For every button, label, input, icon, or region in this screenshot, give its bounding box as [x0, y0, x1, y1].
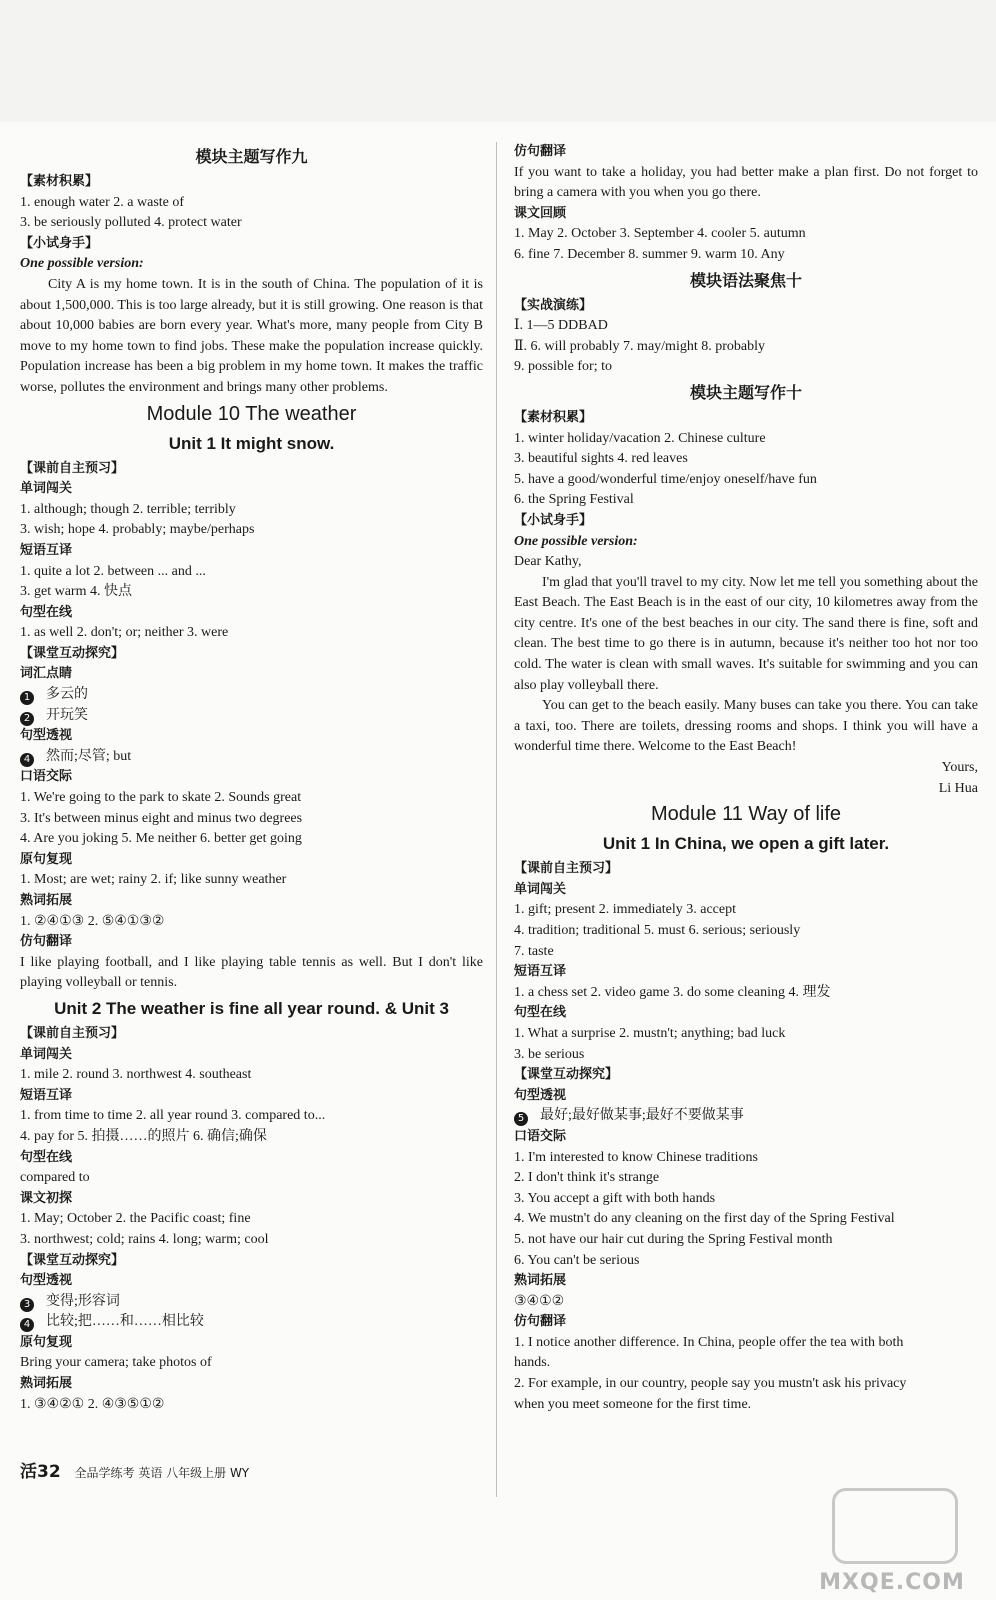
answer-line: 3. wish; hope 4. probably; maybe/perhaps: [20, 522, 255, 538]
essay-paragraph: You can get to the beach easily. Many buses can take you there. You can take a taxi, too. There are toilets, dressing rooms and shops. I think you will have a wonderful time there. Welcome to the East Beach!: [514, 698, 978, 755]
answer-line: 3. get warm 4. 快点: [20, 584, 132, 600]
section-title: 模块主题写作九: [195, 147, 308, 166]
answer-line: 4. tradition; traditional 5. must 6. serious; seriously: [514, 923, 801, 938]
circled-number-icon: 5: [514, 1112, 528, 1126]
section-title: 模块主题写作十: [689, 382, 802, 402]
numbered-item: [20, 706, 483, 727]
answer-line: Ⅱ. 6. will probably 7. may/might 8. probably: [514, 338, 765, 354]
version-label: One possible version:: [20, 256, 144, 272]
numbered-item-text: 开玩笑: [46, 707, 88, 723]
answer-line: 3. northwest; cold; rains 4. long; warm; cool: [20, 1231, 269, 1247]
circled-number-icon: 3: [20, 1298, 34, 1312]
answer-line: 1. What a surprise 2. mustn't; anything; bad luck: [514, 1025, 786, 1041]
answer-line: 3. You accept a gift with both hands: [514, 1190, 716, 1206]
answer-line: 1. winter holiday/vacation 2. Chinese culture: [514, 430, 766, 446]
answer-line: 4. We mustn't do any cleaning on the first day of the Spring Festival: [514, 1211, 895, 1227]
answer-line: 1. ③④②① 2. ④③⑤①②: [20, 1396, 165, 1412]
answer-line: 2. I don't think it's strange: [514, 1170, 660, 1186]
watermark-logo-icon: [832, 1488, 958, 1564]
subsection-label: 【课堂互动探究】: [20, 1252, 125, 1268]
answer-line: 1. as well 2. don't; or; neither 3. were: [20, 625, 229, 641]
subsection-label: 课文回顾: [514, 205, 567, 221]
subsection-label: 【课堂互动探究】: [514, 1067, 619, 1083]
right-column: [514, 142, 978, 1415]
answer-line: compared to: [20, 1170, 90, 1186]
top-scan-band: [0, 0, 996, 122]
subsection-label: 仿句翻译: [514, 144, 567, 159]
answer-line: 5. have a good/wonderful time/enjoy oneself/have fun: [514, 471, 817, 487]
answer-line: 6. fine 7. December 8. summer 9. warm 10. Any: [514, 246, 785, 262]
subsection-label: 原句复现: [20, 1334, 73, 1350]
answer-line: 3. be serious: [514, 1046, 585, 1062]
answer-line: 1. I notice another difference. In China, people offer the tea with both: [514, 1334, 904, 1350]
answer-line: Bring your camera; take photos of: [20, 1355, 212, 1371]
answer-line: 3. be seriously polluted 4. protect water: [20, 215, 242, 231]
module-heading: Module 11 Way of life: [650, 803, 842, 826]
essay-paragraph: City A is my home town. It is in the south of China. The population of it is about 1,500,000. This is too large already, but it is still growing. One reason is that about 10,000 babies are born every year. What's more, many people from City B move to my home town to find jobs. These make the population increase quickly. Population increase has been a big problem in my home town. It makes the traffic worse, pollutes the environment and brings many other problems.: [20, 276, 483, 395]
answer-line: 3. It's between minus eight and minus two degrees: [20, 810, 303, 826]
answer-line: 1. We're going to the park to skate 2. Sounds great: [20, 790, 302, 806]
version-label: One possible version:: [514, 533, 638, 549]
subsection-label: 单词闯关: [20, 481, 73, 497]
subsection-label: 短语互译: [20, 542, 73, 558]
answer-line: 1. enough water 2. a waste of: [20, 194, 185, 210]
book-title: 全品学练考 英语 八年级上册 WY: [74, 1466, 250, 1480]
section-title: 模块语法聚焦十: [689, 270, 802, 290]
answer-line: 1. ②④①③ 2. ⑤④①③②: [20, 913, 165, 929]
unit-heading: Unit 1 In China, we open a gift later.: [602, 834, 890, 854]
answer-line: hands.: [514, 1355, 551, 1371]
numbered-item-text: 多云的: [46, 687, 88, 703]
letter-signoff: Yours,: [941, 760, 978, 776]
answer-line: 1. quite a lot 2. between ... and ...: [20, 563, 206, 579]
subsection-label: 仿句翻译: [20, 934, 73, 950]
answer-line: Ⅰ. 1—5 DDBAD: [514, 318, 608, 334]
numbered-item: [514, 1106, 978, 1127]
subsection-label: 【小试身手】: [514, 512, 593, 528]
subsection-label: 仿句翻译: [514, 1314, 567, 1330]
numbered-item: [20, 747, 483, 768]
unit-heading: Unit 1 It might snow.: [168, 433, 335, 453]
answer-line: 6. You can't be serious: [514, 1252, 640, 1268]
numbered-item: [20, 685, 483, 706]
left-column: [20, 142, 483, 1415]
answer-line: 1. mile 2. round 3. northwest 4. southeast: [20, 1067, 252, 1083]
numbered-item: [20, 1292, 483, 1313]
circled-number-icon: 1: [20, 691, 34, 705]
answer-line: Dear Kathy,: [514, 554, 582, 570]
subsection-label: 【素材积累】: [20, 174, 99, 189]
subsection-label: 【课前自主预习】: [20, 460, 125, 476]
subsection-label: 句型在线: [20, 1149, 73, 1165]
unit-heading: Unit 2 The weather is fine all year round. & Unit 3: [54, 998, 449, 1018]
answer-line: 4. Are you joking 5. Me neither 6. better get going: [20, 831, 302, 847]
subsection-label: 短语互译: [514, 964, 567, 980]
answer-line: 1. I'm interested to know Chinese traditions: [514, 1149, 758, 1165]
answer-line: 1. from time to time 2. all year round 3. compared to...: [20, 1108, 326, 1124]
subsection-label: 【课前自主预习】: [514, 861, 619, 877]
essay-paragraph: I'm glad that you'll travel to my city. Now let me tell you something about the East Beach. The East Beach is in the east of our city, 10 kilometres away from the city centre. It's one of the best beaches in our city. The sand there is fine, soft and clean. The best time to go there is in autumn, because it's neither too hot nor too cold. The water is clean with small waves. It's suitable for swimming and you can also play volleyball there.: [514, 574, 978, 693]
answer-line: 5. not have our hair cut during the Spring Festival month: [514, 1231, 833, 1247]
watermark: [812, 1484, 972, 1594]
subsection-label: 熟词拓展: [20, 893, 73, 908]
subsection-label: 短语互译: [20, 1087, 73, 1103]
watermark-text: MXQE.COM: [819, 1570, 965, 1596]
answer-line: when you meet someone for the first time.: [514, 1396, 752, 1412]
translation-paragraph: If you want to take a holiday, you had better make a plan first. Do not forget to bring a camera with you when you go there.: [514, 164, 978, 201]
answer-line: 2. For example, in our country, people say you mustn't ask his privacy: [514, 1376, 907, 1392]
translation-paragraph: I like playing football, and I like playing table tennis as well. But I don't like playing volleyball or tennis.: [20, 954, 483, 991]
subsection-label: 句型在线: [514, 1005, 567, 1021]
answer-line: 1. a chess set 2. video game 3. do some cleaning 4. 理发: [514, 984, 831, 1000]
subsection-label: 词汇点睛: [20, 666, 73, 682]
answer-line: 1. May; October 2. the Pacific coast; fine: [20, 1211, 251, 1227]
subsection-label: 熟词拓展: [514, 1273, 567, 1289]
page-number: 活32: [20, 1462, 61, 1482]
subsection-label: 句型在线: [20, 604, 73, 620]
numbered-item-text: 变得;形容词: [46, 1293, 120, 1309]
numbered-item-text: 最好;最好做某事;最好不要做某事: [540, 1108, 744, 1124]
subsection-label: 熟词拓展: [20, 1376, 73, 1392]
answer-line: 3. beautiful sights 4. red leaves: [514, 451, 688, 467]
answer-line: 1. gift; present 2. immediately 3. accept: [514, 902, 736, 918]
subsection-label: 句型透视: [20, 728, 73, 744]
numbered-item-text: 然而;尽管; but: [46, 748, 132, 764]
subsection-label: 口语交际: [20, 769, 73, 785]
circled-number-icon: 2: [20, 712, 34, 726]
subsection-label: 【课前自主预习】: [20, 1025, 125, 1041]
column-divider: [496, 142, 497, 1497]
subsection-label: 单词闯关: [514, 881, 567, 897]
answer-line: 6. the Spring Festival: [514, 492, 634, 508]
answer-line: ③④①②: [514, 1293, 565, 1309]
answer-line: 9. possible for; to: [514, 359, 612, 375]
subsection-label: 【小试身手】: [20, 235, 99, 251]
numbered-item-text: 比较;把……和……相比较: [46, 1314, 204, 1330]
page-footer: [20, 1462, 249, 1484]
subsection-label: 句型透视: [20, 1273, 73, 1289]
subsection-label: 原句复现: [20, 851, 73, 867]
subsection-label: 课文初探: [20, 1190, 73, 1206]
circled-number-icon: 4: [20, 753, 34, 767]
answer-line: 1. Most; are wet; rainy 2. if; like sunny weather: [20, 872, 287, 888]
answer-line: 7. taste: [514, 943, 554, 959]
subsection-label: 【实战演练】: [514, 297, 593, 313]
answer-line: 4. pay for 5. 拍摄……的照片 6. 确信;确保: [20, 1128, 267, 1144]
subsection-label: 句型透视: [514, 1087, 567, 1103]
numbered-item: [20, 1312, 483, 1333]
answer-line: 1. May 2. October 3. September 4. cooler 5. autumn: [514, 226, 806, 242]
module-heading: Module 10 The weather: [146, 402, 357, 425]
subsection-label: 【课堂互动探究】: [20, 645, 125, 661]
letter-signoff: Li Hua: [938, 780, 978, 796]
answer-line: 1. although; though 2. terrible; terribly: [20, 501, 236, 517]
circled-number-icon: 4: [20, 1318, 34, 1332]
subsection-label: 口语交际: [514, 1128, 567, 1144]
subsection-label: 【素材积累】: [514, 409, 593, 425]
subsection-label: 单词闯关: [20, 1046, 73, 1062]
